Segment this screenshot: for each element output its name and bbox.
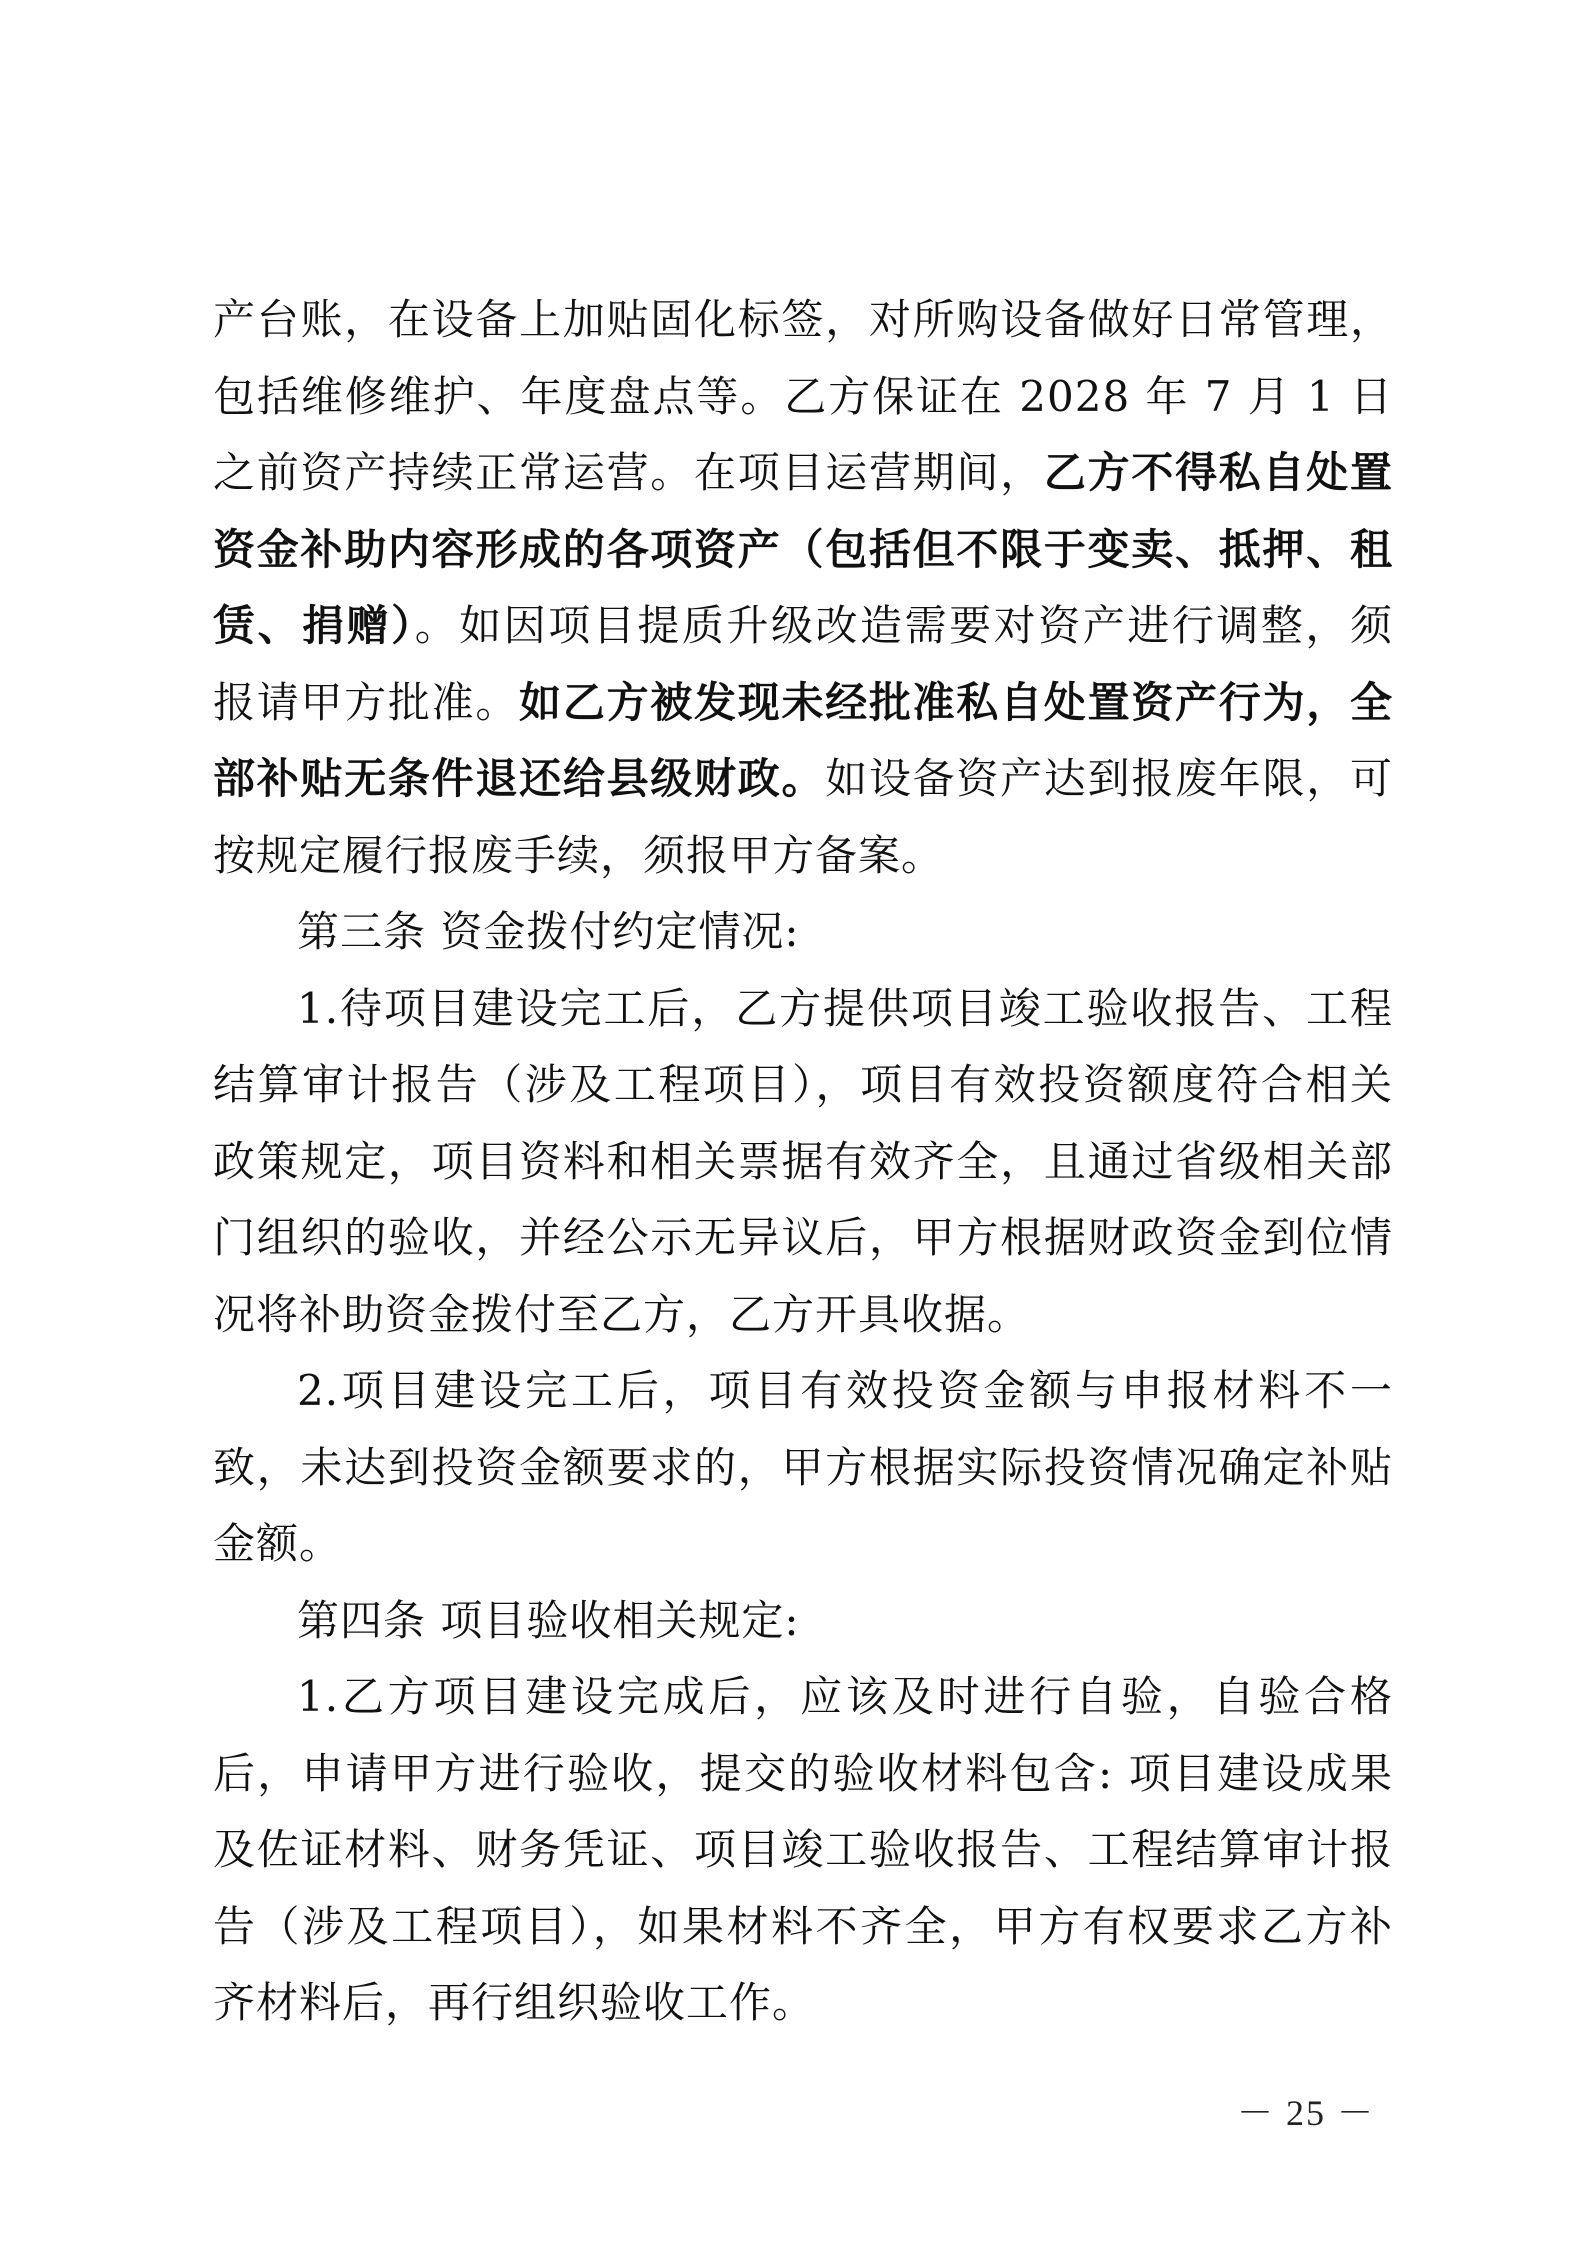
- article-3-item-1: 1.待项目建设完工后，乙方提供项目竣工验收报告、工程结算审计报告（涉及工程项目），项目有效投资额度符合相关政策规定，项目资料和相关票据有效齐全，且通过省级相关部门组织的验收，并经公示无异议后，甲方根据财政资金到位情况将补助资金拨付至乙方，乙方开具收据。: [213, 983, 1393, 1339]
- article-4-heading: 第四条 项目验收相关规定:: [297, 1595, 800, 1645]
- article-4-item-1: 1.乙方项目建设完成后，应该及时进行自验，自验合格后，申请甲方进行验收，提交的验收材料包含: 项目建设成果及佐证材料、财务凭证、项目竣工验收报告、工程结算审计报告（涉及工程项目），如果材料不齐全，甲方有权要求乙方补齐材料后，再行组织验收工作。: [213, 1672, 1393, 2027]
- text-segment: 。如因项目提质升级改造需要对资产进行调整，须报请甲方批准。: [213, 601, 1393, 727]
- text-segment: 如设备资产达到报废年限，可按规定履行报废手续，须报甲方备案。: [213, 754, 1393, 880]
- article-3-heading: 第三条 资金拨付约定情况:: [297, 907, 800, 956]
- paragraph-asset-management: [213, 282, 1393, 894]
- text-segment: 产台账，在设备上加贴固化标签，对所购设备做好日常管理，包括维修维护、年度盘点等。乙方保证在 2028 年 7 月 1 日之前资产持续正常运营。在项目运营期间，: [213, 295, 1393, 497]
- page-number: － 25 －: [1236, 2093, 1375, 2133]
- document-body: [213, 282, 1393, 2042]
- bold-clause-no-disposal: 乙方不得私自处置资金补助内容形成的各项资产（包括但不限于变卖、抵押、租赁、捐赠）: [213, 448, 1393, 650]
- article-3-item-2: 2.项目建设完工后，项目有效投资金额与申报材料不一致，未达到投资金额要求的，甲方根据实际投资情况确定补贴金额。: [213, 1366, 1393, 1568]
- bold-clause-refund: 如乙方被发现未经批准私自处置资产行为，全部补贴无条件退还给县级财政。: [213, 677, 1393, 803]
